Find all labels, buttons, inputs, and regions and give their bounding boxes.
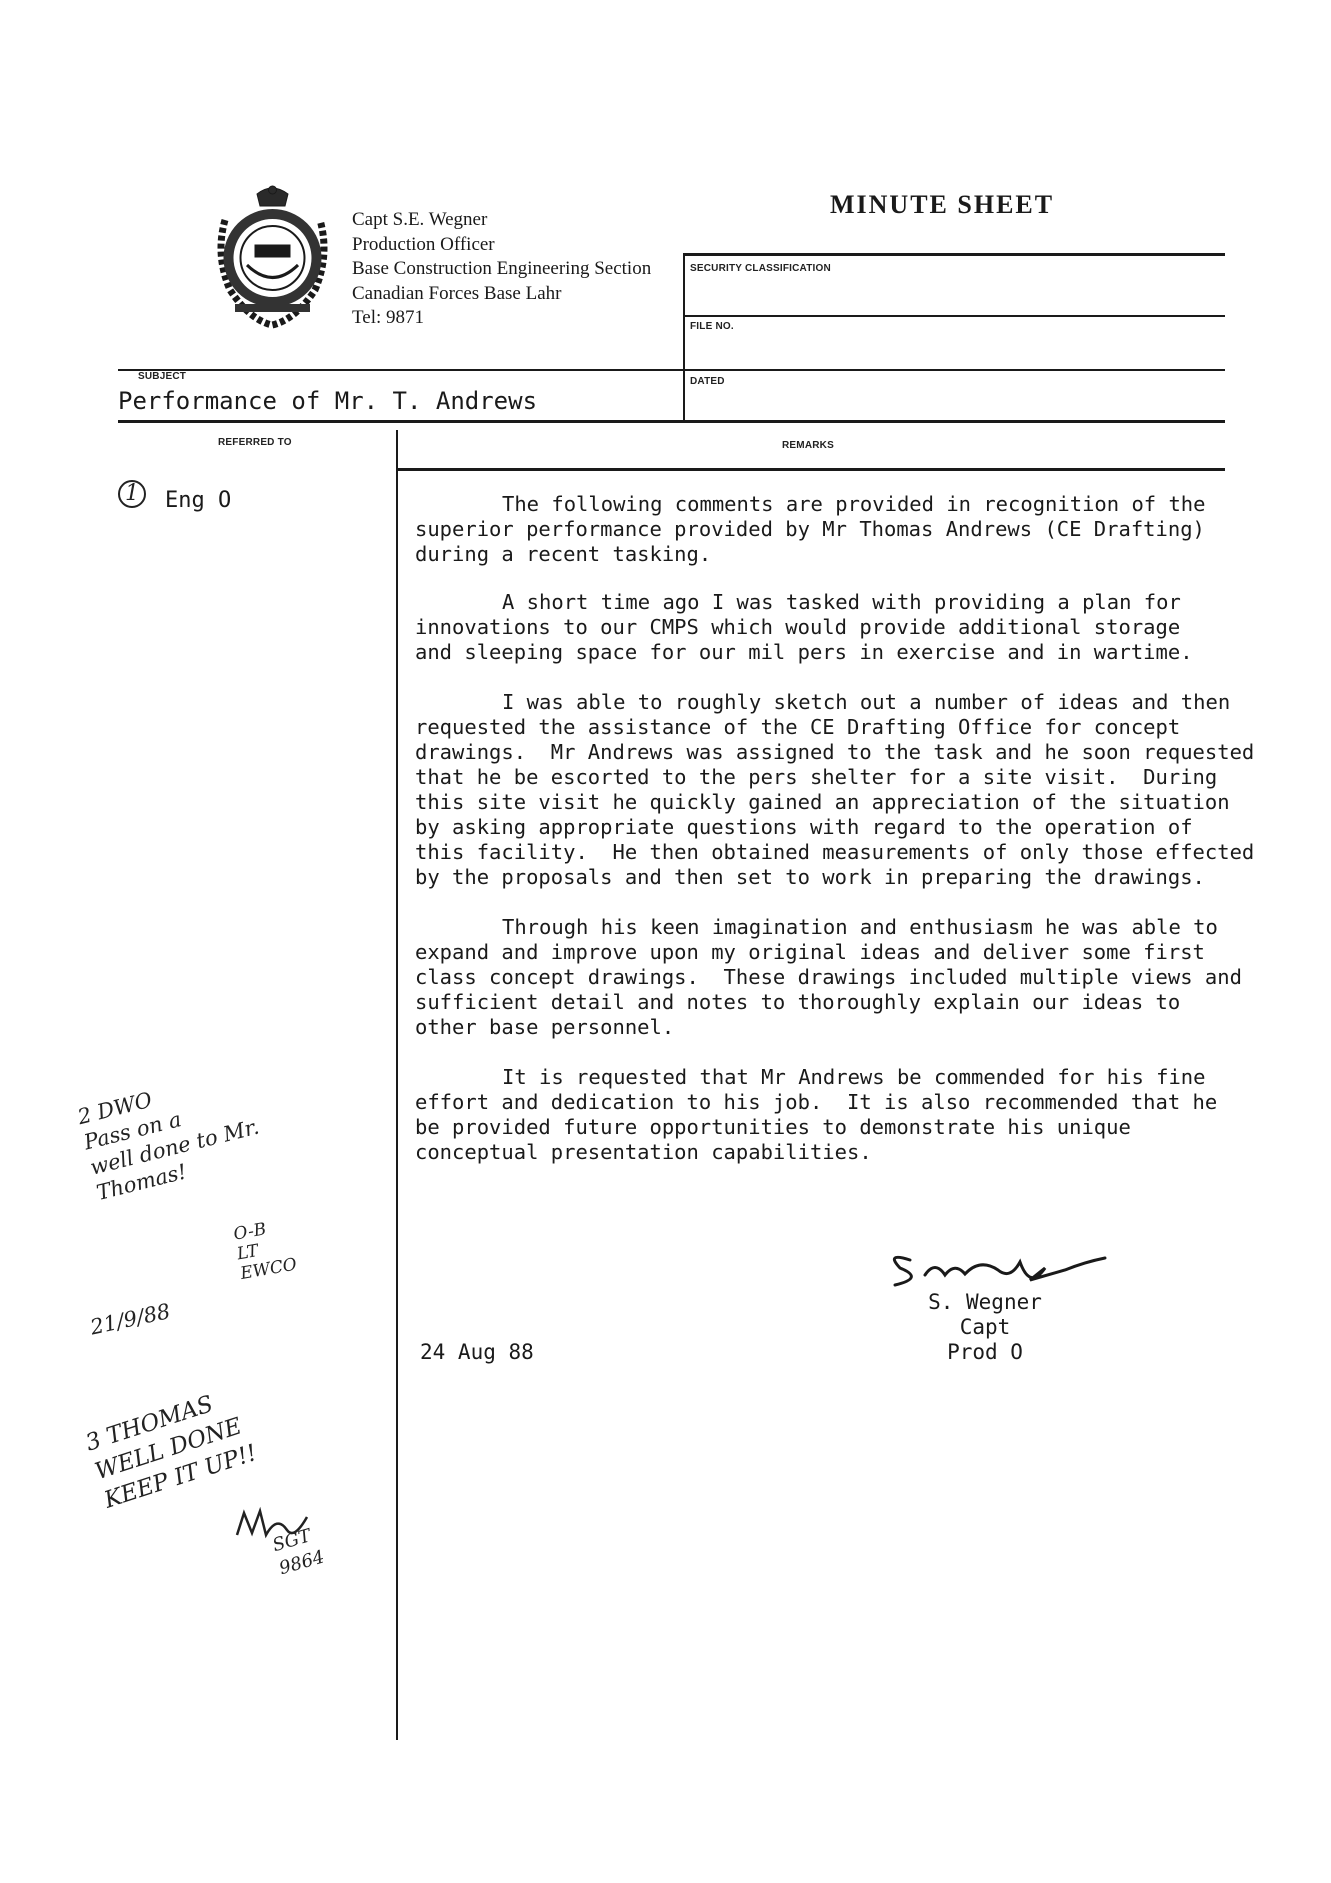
paragraph-line: this site visit he quickly gained an appreciation of the situation: [415, 790, 1230, 814]
security-top-rule: [685, 253, 1225, 256]
file-no-top-rule: [685, 315, 1225, 317]
handwritten-note-2-date: 21/9/88: [88, 1299, 173, 1340]
handwritten-note-2: 2 DWO Pass on a well done to Mr. Thomas!: [75, 1087, 262, 1205]
paragraph-line: A short time ago I was tasked with providing a plan for: [502, 590, 1181, 614]
referred-to-value: Eng O: [165, 488, 232, 513]
subject-bottom-rule: [118, 420, 1225, 423]
paragraph-4: [415, 915, 1275, 1040]
paragraph-line: other base personnel.: [415, 1015, 675, 1039]
column-header-rule: [396, 468, 1225, 471]
file-no-label: FILE NO.: [690, 321, 734, 332]
paragraph-line: by the proposals and then set to work in preparing the drawings.: [415, 865, 1205, 889]
paragraph-line: Through his keen imagination and enthusiasm he was able to: [502, 915, 1218, 939]
header-vertical-rule: [683, 253, 685, 421]
paragraph-5: [415, 1065, 1275, 1165]
handwritten-note-2-initials: O-B LT EWCO: [232, 1219, 299, 1285]
sender-name: Capt S.E. Wegner: [352, 209, 488, 230]
signatory-name: S. Wegner: [928, 1290, 1042, 1314]
sender-section: Base Construction Engineering Section: [352, 258, 652, 279]
paragraph-3: [415, 690, 1275, 890]
paragraph-line: drawings. Mr Andrews was assigned to the task and he soon requested: [415, 740, 1255, 764]
sender-base: Canadian Forces Base Lahr: [352, 282, 562, 304]
paragraph-line: by asking appropriate questions with regard to the operation of: [415, 815, 1193, 839]
subject-label: SUBJECT: [138, 371, 187, 382]
paragraph-line: I was able to roughly sketch out a number of ideas and then: [502, 690, 1231, 714]
paragraph-line: The following comments are provided in recognition of the: [502, 492, 1206, 516]
paragraph-line: innovations to our CMPS which would provide additional storage: [415, 615, 1181, 639]
signatory-appointment: Prod O: [947, 1340, 1023, 1364]
dated-label: DATED: [690, 376, 725, 387]
paragraph-line: during a recent tasking.: [415, 542, 712, 566]
column-divider-rule: [396, 430, 398, 1740]
subject-top-rule: [118, 369, 1225, 371]
page-title: MINUTE SHEET: [830, 190, 1055, 219]
security-classification-label: SECURITY CLASSIFICATION: [690, 263, 831, 274]
sender-position: Production Officer: [352, 233, 495, 255]
referred-to-label: REFERRED TO: [218, 437, 292, 448]
paragraph-line: effort and dedication to his job. It is also recommended that he: [415, 1090, 1218, 1114]
remarks-label: REMARKS: [782, 440, 834, 451]
paragraph-1: [415, 492, 1275, 567]
paragraph-line: be provided future opportunities to demonstrate his unique: [415, 1115, 1131, 1139]
paragraph-line: sufficient detail and notes to thoroughly explain our ideas to: [415, 990, 1181, 1014]
paragraph-line: expand and improve upon my original ideas and deliver some first: [415, 940, 1205, 964]
paragraph-line: class concept drawings. These drawings included multiple views and: [415, 965, 1242, 989]
handwritten-note-3: 3 THOMAS WELL DONE KEEP IT UP!!: [82, 1391, 261, 1514]
handwritten-note-3-sig: SGT 9864: [270, 1525, 327, 1580]
subject-value: Performance of Mr. T. Andrews: [118, 387, 538, 415]
paragraph-line: requested the assistance of the CE Drafting Office for concept: [415, 715, 1181, 739]
routing-mark-1: 1: [118, 480, 146, 508]
paragraph-line: and sleeping space for our mil pers in exercise and in wartime.: [415, 640, 1193, 664]
crest-emblem-icon: [205, 180, 340, 330]
signature-block: [925, 1290, 1045, 1365]
memo-date: 24 Aug 88: [420, 1340, 534, 1364]
paragraph-2: [415, 590, 1275, 665]
paragraph-line: superior performance provided by Mr Thomas Andrews (CE Drafting): [415, 517, 1205, 541]
sender-block: [352, 208, 651, 331]
paragraph-line: that he be escorted to the pers shelter for a site visit. During: [415, 765, 1218, 789]
paragraph-line: conceptual presentation capabilities.: [415, 1140, 872, 1164]
signatory-rank: Capt: [959, 1315, 1011, 1339]
paragraph-line: It is requested that Mr Andrews be commended for his fine: [502, 1065, 1206, 1089]
sender-telephone: Tel: 9871: [352, 307, 425, 328]
paragraph-line: this facility. He then obtained measurements of only those effected: [415, 840, 1255, 864]
